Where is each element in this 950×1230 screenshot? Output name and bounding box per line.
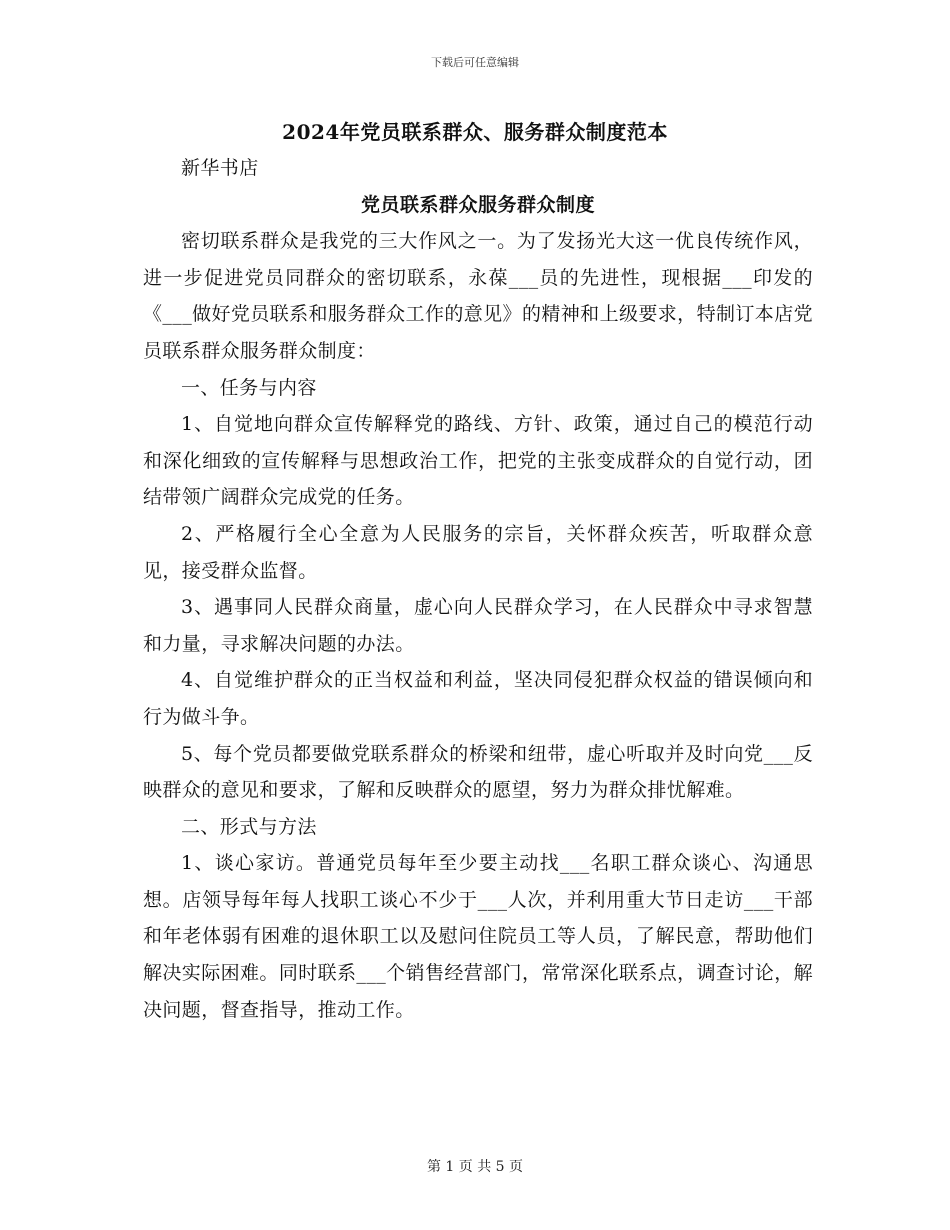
page-number: 第 1 页 共 5 页 bbox=[426, 1159, 524, 1175]
header-note: 下载后可任意编辑 bbox=[431, 56, 519, 69]
method-item-1: 1、谈心家访。普通党员每年至少要主动找___名职工群众谈心、沟通思想。店领导每年每人找职工谈心不少于___人次，并利用重大节日走访___干部和年老体弱有困难的退休职工以及慰问住院员工等人员，了解民意，帮助他们解决实际困难。同时联系___个销售经营部门，常常深化联系点，调查讨论，解决问题，督查指导，推动工作。 bbox=[143, 852, 813, 1021]
section-heading-tasks: 一、任务与内容 bbox=[181, 376, 317, 399]
task-item-4: 4、自觉维护群众的正当权益和利益，坚决同侵犯群众权益的错误倾向和行为做斗争。 bbox=[143, 669, 813, 728]
intro-paragraph: 密切联系群众是我党的三大作风之一。为了发扬光大这一优良传统作风，进一步促进党员同群众的密切联系，永葆___员的先进性，现根据___印发的《___做好党员联系和服务群众工作的意见》的精神和上级要求，特制订本店党员联系群众服务群众制度： bbox=[143, 230, 813, 362]
document-body bbox=[143, 150, 813, 1028]
section-heading-methods: 二、形式与方法 bbox=[181, 815, 317, 838]
task-item-5: 5、每个党员都要做党联系群众的桥梁和纽带，虚心听取并及时向党___反映群众的意见和要求，了解和反映群众的愿望，努力为群众排忧解难。 bbox=[143, 742, 813, 802]
author-line: 新华书店 bbox=[181, 157, 259, 179]
document-title: 2024年党员联系群众、服务群众制度范本 bbox=[282, 120, 668, 144]
document-subtitle: 党员联系群众服务群众制度 bbox=[360, 193, 595, 216]
task-item-1: 1、自觉地向群众宣传解释党的路线、方针、政策，通过自己的模范行动和深化细致的宣传解释与思想政治工作，把党的主张变成群众的自觉行动，团结带领广阔群众完成党的任务。 bbox=[143, 413, 813, 509]
task-item-2: 2、严格履行全心全意为人民服务的宗旨，关怀群众疾苦，听取群众意见，接受群众监督。 bbox=[143, 522, 813, 582]
task-item-3: 3、遇事同人民群众商量，虚心向人民群众学习，在人民群众中寻求智慧和力量，寻求解决问题的办法。 bbox=[143, 596, 813, 655]
